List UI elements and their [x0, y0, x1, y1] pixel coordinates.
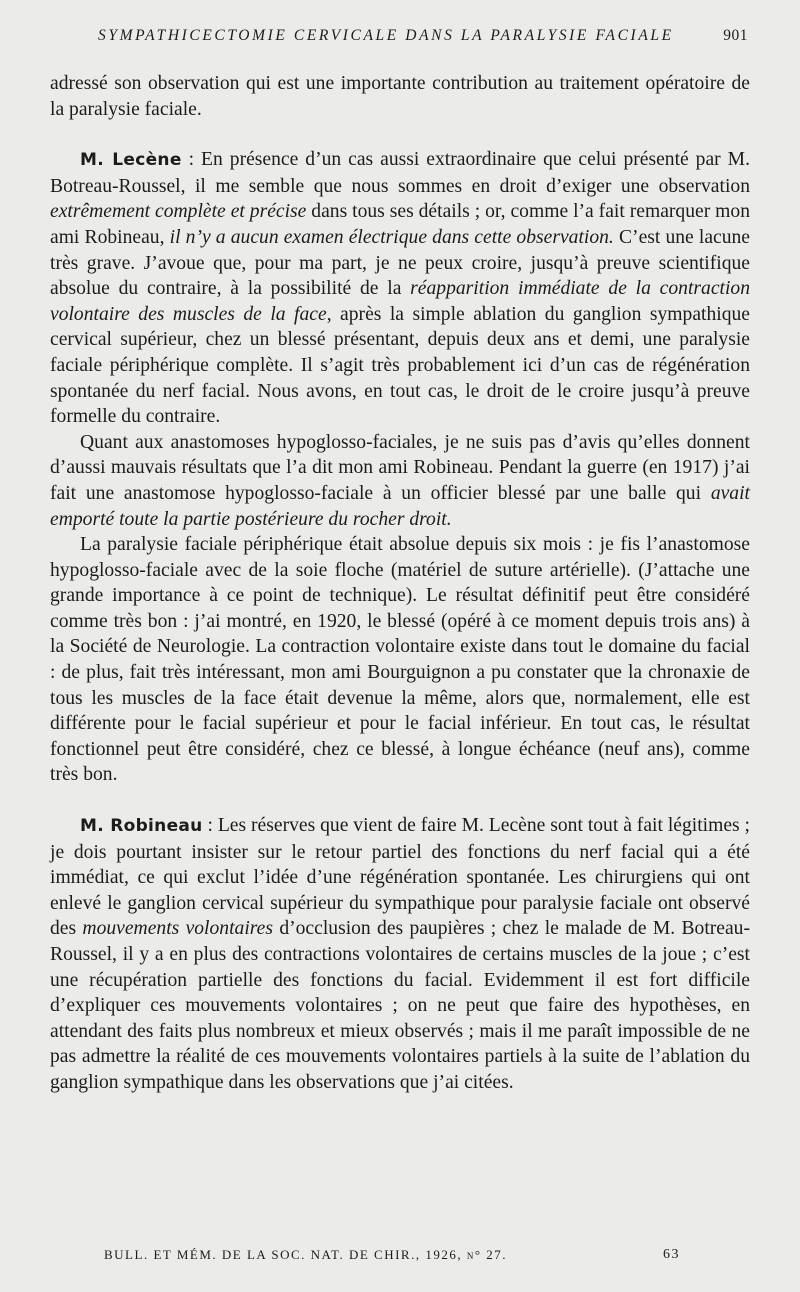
body-text	[50, 71, 750, 1096]
speaker-name: M. Lecène	[80, 150, 182, 171]
paragraph-result: La paralysie faciale périphérique était absolue depuis six mois : je fis l’anastomose hypoglosso-faciale avec de la soie floche (matériel de suture artérielle). (J’attache une grande importance à ce point de technique). Le résultat définitif peut être considéré comme très bon : j’ai montré, en 1920, le blessé (opéré à ce moment depuis trois ans) à la Société de Neurologie. La contraction volontaire existe dans tout le domaine du facial : de plus, fait très intéressant, mon ami Bourguignon a pu constater que la chronaxie de tous les muscles de la face était devenue la même, alors que, normalement, elle est différente pour le facial supérieur et pour le facial inférieur. En tout cas, le résultat fonctionnel peut être considéré, chez ce blessé, à longue échéance (neuf ans), comme très bon.	[50, 534, 750, 786]
paragraph-continuation: adressé son observation qui est une importante contribution au traitement opératoire de la paralysie faciale.	[50, 73, 750, 120]
italic-run: il n’y a aucun examen électrique dans cette observation.	[169, 226, 614, 248]
text-run: , après la simple ablation du ganglion sympathique cervical supérieur, chez un blessé présentant, depuis deux ans et demi, une paralysie faciale périphérique complète. Il s’agit très probablement ici d’un cas de régénération spontanée du nerf facial. Nous avons, en tout cas, le droit de le croire jusqu’à preuve formelle du contraire.	[50, 303, 751, 428]
text-run: dans tous ses détails ; or, comme l’a fait remarquer mon ami Robineau,	[50, 201, 751, 248]
page-footer	[100, 1247, 680, 1267]
italic-run: mouvements volontaires	[82, 918, 274, 940]
text-run: d’occlusion des paupières ; chez le malade de M. Botreau-Roussel, il y a en plus des contractions volontaires de certains muscles de la joue ; c’est une récupération partielle des fonctions du facial. Evidemment il est fort difficile d’expliquer ces mouvements volontaires ; on ne peut que faire des hypothèses, en attendant des faits plus nombreux et mieux observés ; mais il me paraît impossible de ne pas admettre la réalité de ces mouvements volontaires partiels à la suite de l’ablation du ganglion sympathique dans les observations que j’ai citées.	[50, 918, 750, 1093]
italic-run: extrêmement complète et précise	[50, 201, 307, 223]
page-number: 901	[723, 27, 748, 44]
text-run: Quant aux anastomoses hypoglosso-faciales, je ne suis pas d’avis qu’elles donnent d’aussi mauvais résultats que l’a dit mon ami Robineau. Pendant la guerre (en 1917) j’ai fait une anastomose hypoglosso-faciale à un officier blessé par une balle qui	[50, 431, 750, 504]
speaker-name: M. Robineau	[80, 816, 203, 837]
italic-run: réapparition immédiate de la contraction volontaire des muscles de la face	[50, 278, 751, 325]
paragraph-robineau	[50, 813, 750, 1096]
running-header	[50, 27, 750, 51]
paragraph-lecene	[50, 147, 750, 430]
signature-mark: 63	[663, 1247, 680, 1262]
italic-run: avait emporté toute la partie postérieure du rocher droit.	[50, 482, 750, 530]
text-run: C’est une lacune très grave. J’avoue que, pour ma part, je ne peux croire, jusqu’à preuve scientifique absolue du contraire, à la possibilité de la	[50, 226, 751, 300]
text-run: : Les réserves que vient de faire M. Lecène sont tout à fait légitimes ; je dois pourtant insister sur le retour partiel des fonctions du nerf facial qui a été immédiat, ce qui exclut l’idée d’une régénération spontanée. Les chirurgiens qui ont enlevé le ganglion cervical supérieur du sympathique pour paralysie faciale ont observé des	[50, 815, 750, 940]
paragraph-anastomoses	[50, 430, 750, 532]
running-title: SYMPATHICECTOMIE CERVICALE DANS LA PARALYSIE FACIALE	[98, 27, 674, 44]
text-run: : En présence d’un cas aussi extraordinaire que celui présenté par M. Botreau-Roussel, il me semble que nous sommes en droit d’exiger une observation	[50, 149, 750, 197]
journal-reference: BULL. ET MÉM. DE LA SOC. NAT. DE CHIR., 1926, n° 27.	[104, 1247, 508, 1262]
